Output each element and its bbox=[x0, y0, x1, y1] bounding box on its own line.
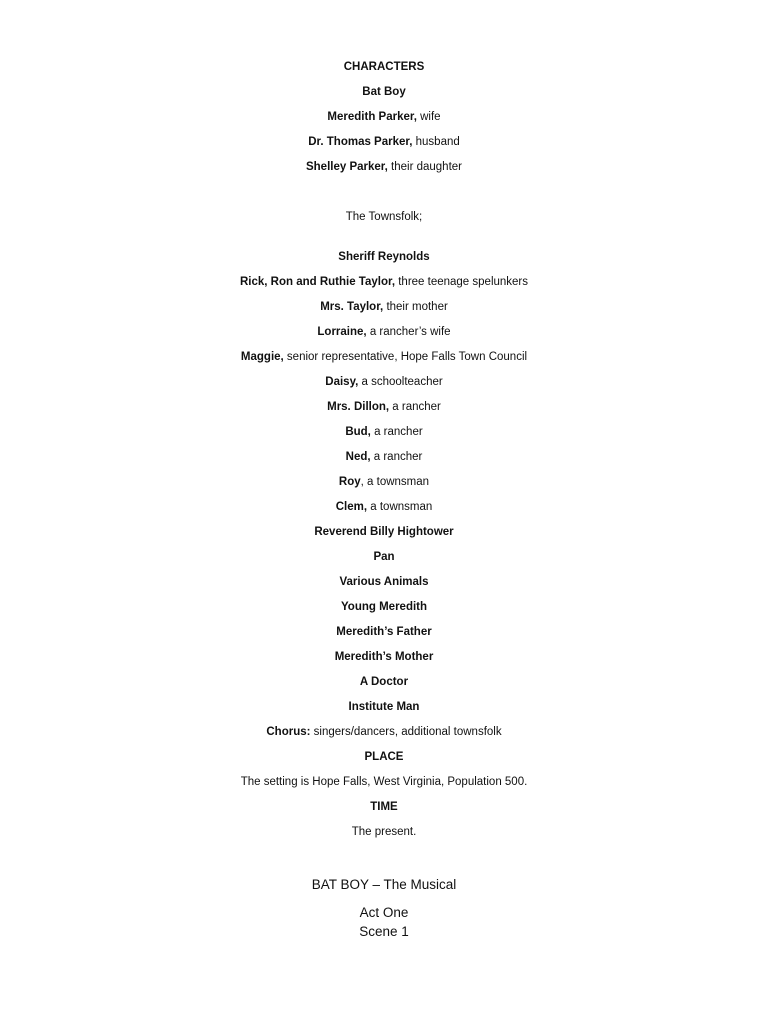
character-entry: Mrs. Taylor, their mother bbox=[320, 301, 448, 313]
character-entry: Dr. Thomas Parker, husband bbox=[308, 136, 460, 148]
character-entry: Rick, Ron and Ruthie Taylor, three teenage spelunkers bbox=[239, 276, 529, 288]
character-entry: Various Animals bbox=[339, 576, 429, 588]
character-entry: Daisy, a schoolteacher bbox=[325, 376, 443, 388]
act-heading: Act One bbox=[359, 905, 409, 920]
character-entry: Sheriff Reynolds bbox=[338, 251, 430, 263]
character-entry: Bat Boy bbox=[362, 86, 406, 98]
character-entry: Roy, a townsman bbox=[338, 476, 430, 488]
place-text: The setting is Hope Falls, West Virginia, Population 500. bbox=[240, 776, 528, 788]
place-heading: PLACE bbox=[364, 751, 404, 763]
show-title: BAT BOY – The Musical bbox=[311, 877, 457, 892]
character-entry: Meredith Parker, wife bbox=[327, 111, 441, 123]
character-entry: Mrs. Dillon, a rancher bbox=[327, 401, 441, 413]
time-heading: TIME bbox=[370, 801, 398, 813]
character-entry: Maggie, senior representative, Hope Falls Town Council bbox=[240, 351, 528, 363]
character-entry: Meredith’s Father bbox=[336, 626, 432, 638]
character-entry: Pan bbox=[373, 551, 395, 563]
character-entry: A Doctor bbox=[359, 676, 409, 688]
character-entry: Shelley Parker, their daughter bbox=[305, 161, 462, 173]
character-entry: Reverend Billy Hightower bbox=[314, 526, 454, 538]
townsfolk-heading: The Townsfolk; bbox=[345, 211, 423, 223]
characters-heading: CHARACTERS bbox=[343, 61, 425, 73]
character-entry: Ned, a rancher bbox=[345, 451, 423, 463]
character-entry: Institute Man bbox=[348, 701, 420, 713]
character-entry: Young Meredith bbox=[340, 601, 428, 613]
character-entry: Lorraine, a rancher’s wife bbox=[317, 326, 451, 338]
scene-heading: Scene 1 bbox=[359, 924, 409, 939]
character-entry: Chorus: singers/dancers, additional townsfolk bbox=[266, 726, 502, 738]
character-entry: Clem, a townsman bbox=[335, 501, 433, 513]
character-entry: Meredith’s Mother bbox=[334, 651, 434, 663]
character-entry: Bud, a rancher bbox=[345, 426, 423, 438]
time-text: The present. bbox=[351, 826, 417, 838]
